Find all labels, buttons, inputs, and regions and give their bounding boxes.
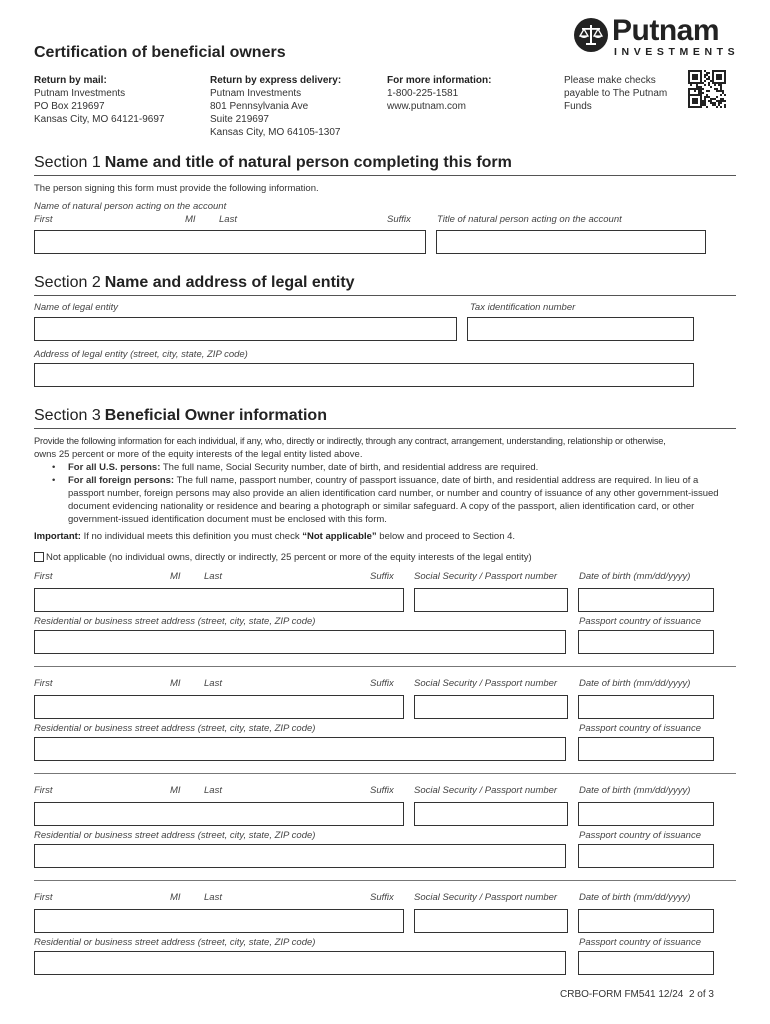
owner-date-of-birth-label: Date of birth (mm/dd/yyyy)	[579, 785, 691, 796]
requirements-list	[50, 461, 736, 526]
suffix-label: Suffix	[387, 214, 411, 225]
natural-person-title-field[interactable]	[436, 230, 706, 254]
section-1-number: Section 1	[34, 154, 101, 171]
checks-line: payable to The Putnam	[564, 88, 668, 99]
owner-ssn-passport-label: Social Security / Passport number	[414, 678, 558, 689]
owner-ssn-passport-field[interactable]	[414, 909, 568, 933]
legal-entity-address-label: Address of legal entity (street, city, state, ZIP code)	[34, 349, 248, 360]
section-3-heading	[34, 407, 327, 425]
section-3-rule	[34, 428, 736, 429]
owner-address-label: Residential or business street address (street, city, state, ZIP code)	[34, 937, 316, 948]
natural-person-name-field[interactable]	[34, 230, 426, 254]
page-number: 2 of 3	[688, 989, 714, 1000]
foreign-persons-label: For all foreign persons:	[68, 475, 175, 486]
owner-date-of-birth-field[interactable]	[578, 588, 714, 612]
owner-suffix-label: Suffix	[370, 678, 394, 689]
owner-last-name-label: Last	[204, 785, 222, 796]
important-note	[34, 530, 515, 543]
owner-date-of-birth-label: Date of birth (mm/dd/yyyy)	[579, 678, 691, 689]
owner-passport-country-label: Passport country of issuance	[579, 937, 701, 948]
return-by-mail-heading: Return by mail:	[34, 75, 107, 86]
legal-entity-name-field[interactable]	[34, 317, 457, 341]
putnam-scales-logo-icon	[574, 18, 608, 52]
owner-divider	[34, 773, 736, 774]
owner-mi-label: MI	[170, 892, 181, 903]
owner-passport-country-label: Passport country of issuance	[579, 723, 701, 734]
section-1-rule	[34, 175, 736, 176]
owner-first-name-label: First	[34, 785, 53, 796]
qr-code-icon	[688, 70, 726, 108]
express-line: Kansas City, MO 64105-1307	[210, 127, 341, 138]
owner-divider	[34, 666, 736, 667]
owner-last-name-label: Last	[204, 571, 222, 582]
owner-divider	[34, 880, 736, 881]
section-2-name: Name and address of legal entity	[104, 274, 355, 291]
tax-id-field[interactable]	[467, 317, 694, 341]
express-line: 801 Pennsylvania Ave	[210, 101, 309, 112]
natural-person-group-label: Name of natural person acting on the account	[34, 201, 227, 212]
form-code: CRBO-FORM FM541 12/24	[560, 989, 684, 1000]
owner-address-label: Residential or business street address (street, city, state, ZIP code)	[34, 830, 316, 841]
owner-address-field[interactable]	[34, 951, 566, 975]
owner-passport-country-field[interactable]	[578, 737, 714, 761]
owner-suffix-label: Suffix	[370, 785, 394, 796]
mail-line: Putnam Investments	[34, 88, 126, 99]
us-persons-label: For all U.S. persons:	[68, 462, 161, 473]
foreign-persons-text: The full name, passport number, country of passport issuance, date of birth, and residential address are required. In lieu of a passport number, foreign persons may also provide an alien identification card number, or number and country of issuance of any other government-issued document evidencing nationality or residence and bearing a photograph or similar safeguard. A copy of the passport, alien identification card, or other government-issued identification document must be enclosed with this form.	[68, 475, 719, 525]
form-title: Certification of beneficial owners	[34, 44, 286, 61]
return-by-mail	[34, 74, 164, 126]
owner-address-label: Residential or business street address (street, city, state, ZIP code)	[34, 723, 316, 734]
owner-ssn-passport-label: Social Security / Passport number	[414, 571, 558, 582]
section-3-intro-line-2: owns 25 percent or more of the equity interests of the legal entity listed above.	[34, 449, 363, 460]
first-name-label: First	[34, 214, 53, 225]
owner-name-field[interactable]	[34, 802, 404, 826]
owner-address-label: Residential or business street address (street, city, state, ZIP code)	[34, 616, 316, 627]
section-1-heading	[34, 154, 512, 172]
important-label: Important:	[34, 531, 81, 542]
owner-address-field[interactable]	[34, 737, 566, 761]
owner-passport-country-field[interactable]	[578, 630, 714, 654]
owner-passport-country-field[interactable]	[578, 951, 714, 975]
section-3-number: Section 3	[34, 407, 101, 424]
owner-ssn-passport-field[interactable]	[414, 802, 568, 826]
owner-suffix-label: Suffix	[370, 892, 394, 903]
owner-date-of-birth-label: Date of birth (mm/dd/yyyy)	[579, 892, 691, 903]
section-2-rule	[34, 295, 736, 296]
owner-address-field[interactable]	[34, 630, 566, 654]
section-2-heading	[34, 274, 355, 292]
not-applicable-quote: “Not applicable”	[302, 531, 377, 542]
owner-ssn-passport-label: Social Security / Passport number	[414, 892, 558, 903]
important-text-post: below and proceed to Section 4.	[376, 531, 516, 542]
owner-mi-label: MI	[170, 678, 181, 689]
owner-mi-label: MI	[170, 571, 181, 582]
owner-date-of-birth-field[interactable]	[578, 909, 714, 933]
owner-passport-country-label: Passport country of issuance	[579, 616, 701, 627]
owner-ssn-passport-field[interactable]	[414, 588, 568, 612]
checks-line: Funds	[564, 101, 592, 112]
return-by-express	[210, 74, 341, 139]
owner-mi-label: MI	[170, 785, 181, 796]
person-title-label: Title of natural person acting on the account	[437, 214, 622, 225]
express-line: Putnam Investments	[210, 88, 302, 99]
more-information	[387, 74, 491, 113]
owner-ssn-passport-field[interactable]	[414, 695, 568, 719]
owner-address-field[interactable]	[34, 844, 566, 868]
us-persons-text: The full name, Social Security number, date of birth, and residential address are required.	[160, 462, 539, 473]
owner-first-name-label: First	[34, 678, 53, 689]
owner-date-of-birth-label: Date of birth (mm/dd/yyyy)	[579, 571, 691, 582]
owner-passport-country-label: Passport country of issuance	[579, 830, 701, 841]
owner-name-field[interactable]	[34, 588, 404, 612]
mail-line: Kansas City, MO 64121-9697	[34, 114, 165, 125]
not-applicable-label: Not applicable (no individual owns, directly or indirectly, 25 percent or more of the equity interests of the legal entity)	[46, 552, 532, 563]
section-1-name: Name and title of natural person completing this form	[104, 154, 512, 171]
last-name-label: Last	[219, 214, 237, 225]
section-3-name: Beneficial Owner information	[104, 407, 327, 424]
putnam-logo-wordmark: Putnam	[612, 14, 720, 47]
phone-number: 1-800-225-1581	[387, 88, 459, 99]
owner-ssn-passport-label: Social Security / Passport number	[414, 785, 558, 796]
owner-first-name-label: First	[34, 571, 53, 582]
owner-name-field[interactable]	[34, 909, 404, 933]
owner-last-name-label: Last	[204, 678, 222, 689]
owner-last-name-label: Last	[204, 892, 222, 903]
foreign-persons-requirement	[50, 474, 736, 526]
owner-date-of-birth-field[interactable]	[578, 695, 714, 719]
legal-entity-name-label: Name of legal entity	[34, 302, 118, 313]
important-text-pre: If no individual meets this definition you must check	[80, 531, 303, 542]
section-2-number: Section 2	[34, 274, 101, 291]
mi-label: MI	[185, 214, 196, 225]
section-1-intro: The person signing this form must provide the following information.	[34, 183, 319, 194]
checks-payable-note	[564, 74, 667, 113]
putnam-logo-subtitle: INVESTMENTS	[614, 46, 740, 58]
owner-first-name-label: First	[34, 892, 53, 903]
express-line: Suite 219697	[210, 114, 269, 125]
form-footer	[560, 989, 714, 1000]
mail-line: PO Box 219697	[34, 101, 105, 112]
section-3-intro-line-1: Provide the following information for each individual, if any, who, directly or indirectly, through any contract, arrangement, understanding, relationship or otherwise,	[34, 436, 666, 446]
us-persons-requirement	[50, 461, 736, 474]
tax-id-label: Tax identification number	[470, 302, 576, 313]
checks-line: Please make checks	[564, 75, 656, 86]
owner-passport-country-field[interactable]	[578, 844, 714, 868]
owner-suffix-label: Suffix	[370, 571, 394, 582]
return-by-express-heading: Return by express delivery:	[210, 75, 342, 86]
owner-name-field[interactable]	[34, 695, 404, 719]
not-applicable-checkbox[interactable]	[34, 552, 44, 562]
owner-date-of-birth-field[interactable]	[578, 802, 714, 826]
more-information-heading: For more information:	[387, 75, 492, 86]
legal-entity-address-field[interactable]	[34, 363, 694, 387]
website-link[interactable]: www.putnam.com	[387, 101, 466, 112]
